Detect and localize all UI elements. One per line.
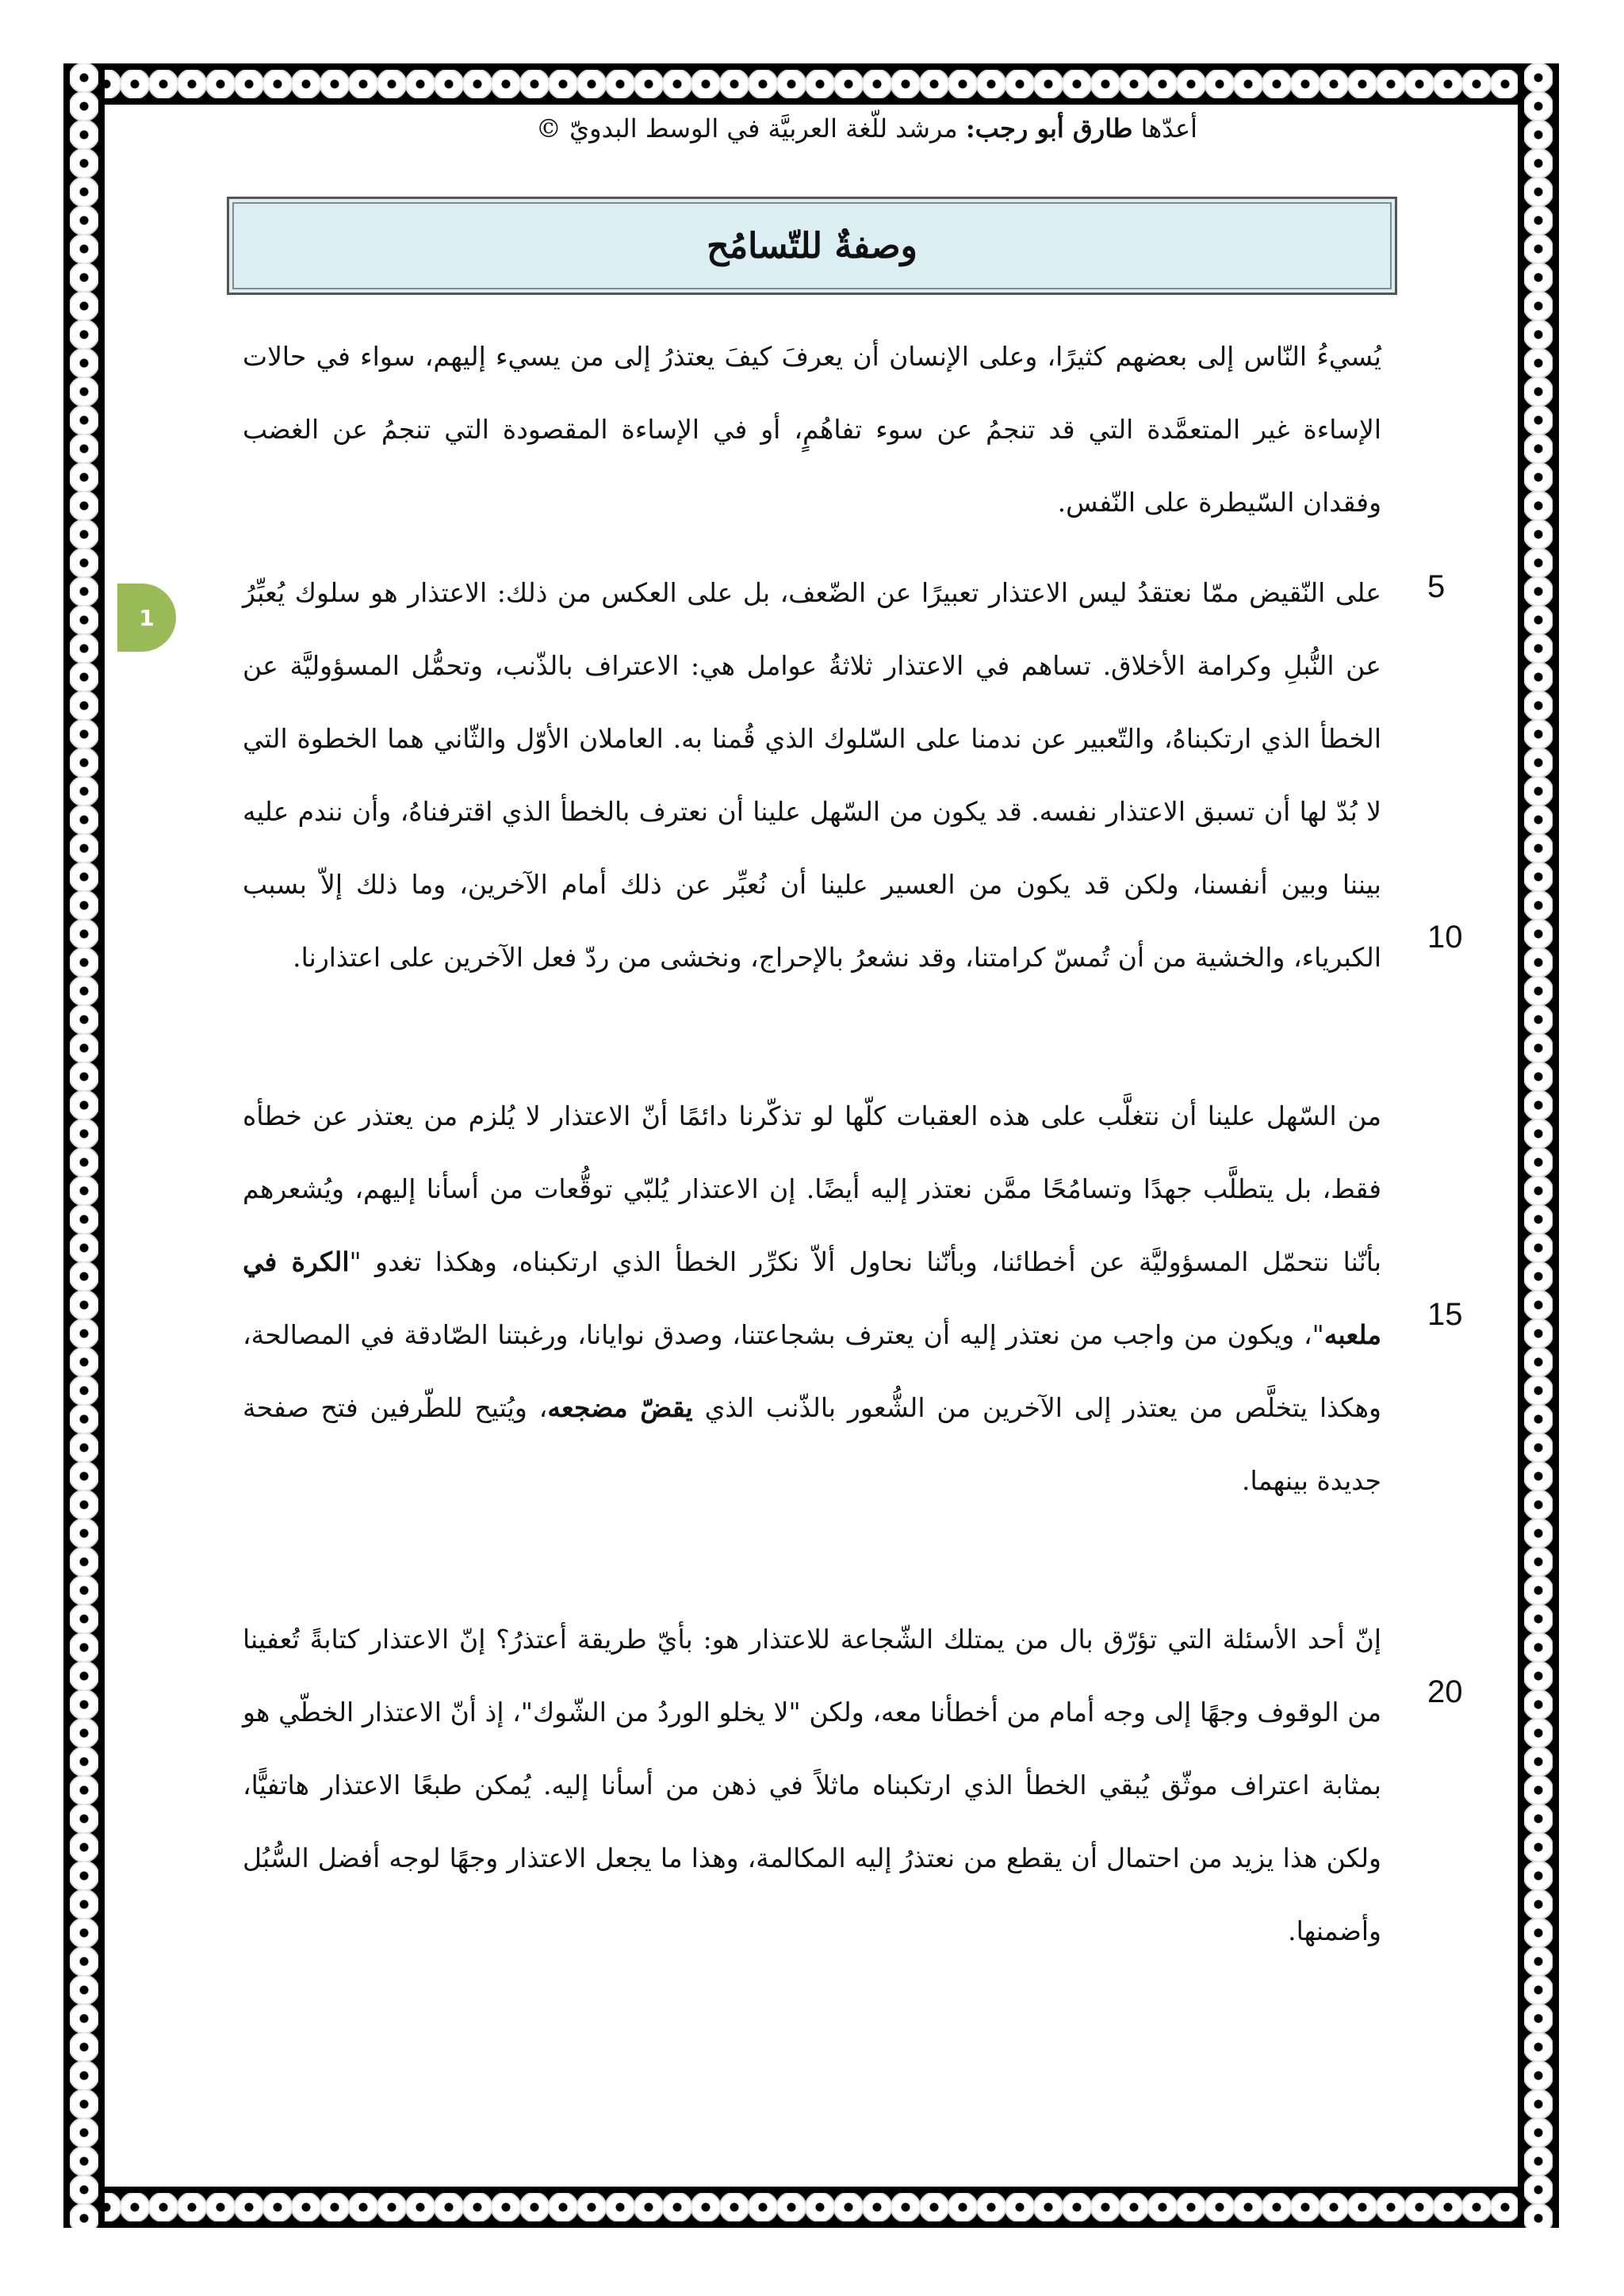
bold-phrase-disturbs-sleep: يقضّ مضجعه xyxy=(547,1392,693,1423)
paragraph-text-part: "، ويكون من واجب من نعتذر إليه أن يعترف بشجاعتنا، وصدق نوايانا، ورغبتنا الصّادقة في المصالحة، وهكذا يتخلَّص من يعتذر إلى الآخرين من الشُّعور بالذّنب الذي xyxy=(243,1319,1381,1423)
credit-prefix: أعدّها xyxy=(1140,113,1197,144)
credit-rest: مرشد للّغة العربيَّة في الوسط البدويّ © xyxy=(535,113,958,144)
title-box xyxy=(227,197,1397,295)
paragraph-2 xyxy=(243,557,1381,994)
paragraph-text: يُسيءُ النّاس إلى بعضهم كثيرًا، وعلى الإنسان أن يعرفَ كيفَ يعتذرُ إلى من يسيء إليهم، سواء في حالات الإساءة غير المتعمَّدة التي قد تنجمُ عن سوء تفاهُمٍ، أو في الإساءة المقصودة التي تنجمُ عن الغضب وفقدان السّيطرة على النّفس. xyxy=(243,341,1381,518)
paragraph-1 xyxy=(243,320,1381,539)
page-number: 1 xyxy=(139,604,155,631)
paragraph-text: إنّ أحد الأسئلة التي تؤرّق بال من يمتلك الشّجاعة للاعتذار هو: بأيّ طريقة أعتذرُ؟ إنّ الاعتذار كتابةً تُعفينا من الوقوف وجهًا إلى وجه أمام من أخطأنا معه، ولكن "لا يخلو الوردُ من الشّوك"، إذ أنّ الاعتذار الخطّي هو بمثابة اعتراف موثّق يُبقي الخطأ الذي ارتكبناه ماثلاً في ذهن من أسأنا إليه. يُمكن طبعًا الاعتذار هاتفيًّا، ولكن هذا يزيد من احتمال أن يقطع من نعتذرُ إليه المكالمة، وهذا ما يجعل الاعتذار وجهًا لوجه أفضل السُّبُل وأضمنها. xyxy=(243,1624,1381,1946)
decorative-flower-border-left xyxy=(63,63,105,2228)
decorative-flower-border-top xyxy=(63,63,1559,105)
paragraph-4 xyxy=(243,1603,1381,1968)
bold-phrase-ball-in-court: الكرة في ملعبه xyxy=(243,1246,1381,1350)
paragraph-text-part: من السّهل علينا أن نتغلَّب على هذه العقبات كلّها لو تذكّرنا دائمًا أنّ الاعتذار لا يُلزم من يعتذر عن خطأه فقط، بل يتطلَّب جهدًا وتسامُحًا ممَّن نعتذر إليه أيضًا. إن الاعتذار يُلبّي توقُّعات من أسأنا إليهم، ويُشعرهم بأنّنا نتحمّل المسؤوليَّة عن أخطائنا، وبأنّنا نحاول ألاّ نكرِّر الخطأ الذي ارتكبناه، وهكذا تغدو " xyxy=(243,1100,1382,1277)
line-number-5: 5 xyxy=(1427,569,1446,604)
paragraph-text: على النّقيض ممّا نعتقدُ ليس الاعتذار تعبيرًا عن الضّعف، بل على العكس من ذلك: الاعتذار هو سلوك يُعبِّرُ عن النُّبلِ وكرامة الأخلاق. تساهم في الاعتذار ثلاثةُ عوامل هي: الاعتراف بالذّنب، وتحمُّل المسؤوليَّة عن الخطأ الذي ارتكبناهُ، والتّعبير عن ندمنا على السّلوك الذي قُمنا به. العاملان الأوّل والثّاني هما الخطوة التي لا بُدّ لها أن تسبق الاعتذار نفسه. قد يكون من السّهل علينا أن نعترف بالخطأ الذي اقترفناهُ، وأن نندم عليه بيننا وبين أنفسنا، ولكن قد يكون من العسير علينا أن نُعبِّر عن ذلك أمام الآخرين، وما ذلك إلاّ بسبب الكبرياء، والخشية من أن تُمسّ كرامتنا، وقد نشعرُ بالإحراج، ونخشى من ردّ فعل الآخرين على اعتذارنا. xyxy=(243,577,1381,973)
paragraph-3 xyxy=(243,1080,1381,1517)
line-number-15: 15 xyxy=(1427,1297,1463,1332)
paragraph-text xyxy=(243,1080,1381,1517)
header-credit xyxy=(238,109,1197,147)
line-number-10: 10 xyxy=(1427,920,1463,955)
page-number-badge xyxy=(117,584,176,652)
page-title: وصفةٌ للتّسامُح xyxy=(707,225,917,266)
paragraph-text-part: ، ويُتيح للطّرفين فتح صفحة جديدة بينهما. xyxy=(243,1392,1381,1496)
decorative-flower-border-bottom xyxy=(63,2187,1559,2228)
line-number-20: 20 xyxy=(1427,1674,1463,1709)
decorative-flower-border-right xyxy=(1518,63,1559,2228)
author-name: طارق أبو رجب: xyxy=(965,113,1133,144)
